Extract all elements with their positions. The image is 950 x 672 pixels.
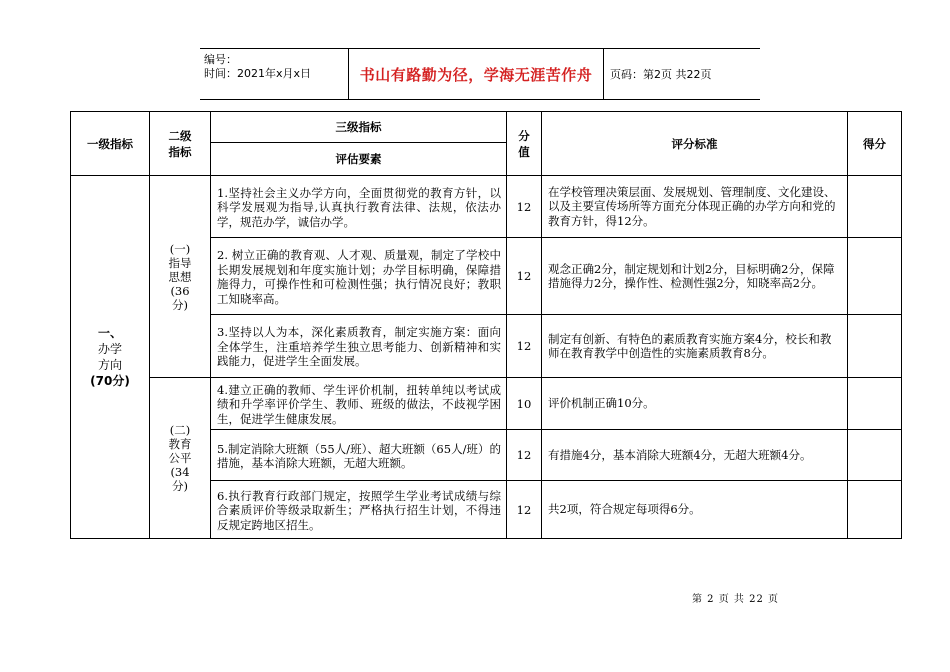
- row4-score: 10: [507, 378, 542, 430]
- group-equity-line5: 分): [172, 479, 188, 493]
- group-guiding-line3: 思想: [168, 269, 192, 284]
- header-score: [507, 112, 542, 176]
- row4-criteria: 评价机制正确10分。: [542, 378, 848, 430]
- row3-points: [848, 315, 902, 378]
- number-label: 编号：: [204, 53, 237, 66]
- level1-cell: [71, 176, 150, 539]
- header-criteria: 评分标准: [542, 112, 848, 176]
- group-guiding-line4: (36: [170, 283, 190, 298]
- group-guiding-line2: 指导: [168, 255, 192, 270]
- row2-element: 2. 树立正确的教育观、人才观、质量观，制定了学校中长期发展规划和年度实施计划；办学目标明确，保障措施得力，可操作性和可检测性强；执行情况良好；教职工知晓率高。: [211, 238, 507, 315]
- group-equity-line2: 教育: [168, 437, 192, 451]
- motto: 书山有路勤为径，学海无涯苦作舟: [348, 49, 604, 99]
- header-elements: 评估要素: [211, 143, 507, 176]
- header-level2-line2: 指标: [168, 144, 192, 159]
- row5-points: [848, 430, 902, 481]
- row1-criteria: 在学校管理决策层面、发展规划、管理制度、文化建设、以及主要宣传场所等方面充分体现正确的办学方向和党的教育方针，得12分。: [542, 176, 848, 238]
- row6-score: 12: [507, 481, 542, 539]
- row1-score: 12: [507, 176, 542, 238]
- group-guiding: [150, 176, 211, 378]
- row6-points: [848, 481, 902, 539]
- row2-criteria: 观念正确2分，制定规划和计划2分，目标明确2分，保障措施得力2分，操作性、检测性强2分，知晓率高2分。: [542, 238, 848, 315]
- page-info: 页码：第2页 共22页: [610, 68, 712, 81]
- header-level1: 一级指标: [71, 112, 150, 176]
- row5-score: 12: [507, 430, 542, 481]
- row1-points: [848, 176, 902, 238]
- row6-criteria: 共2项，符合规定每项得6分。: [542, 481, 848, 539]
- row4-element: 4.建立正确的教师、学生评价机制，扭转单纯以考试成绩和升学率评价学生、教师、班级的做法，不歧视学困生，促进学生健康发展。: [211, 378, 507, 430]
- row3-criteria: 制定有创新、有特色的素质教育实施方案4分，校长和教师在教育教学中创造性的实施素质教育8分。: [542, 315, 848, 378]
- row5-criteria: 有措施4分，基本消除大班额4分，无超大班额4分。: [542, 430, 848, 481]
- group-guiding-line5: 分): [172, 297, 188, 312]
- level1-line1: 办学: [97, 342, 122, 356]
- group-equity-line3: 公平: [168, 451, 192, 465]
- header-score-line2: 值: [518, 144, 530, 159]
- level1-num: 一、: [97, 326, 122, 340]
- page-footer: 第 2 页 共 22 页: [692, 594, 779, 605]
- group-equity: [150, 378, 211, 539]
- group-equity-line4: (34: [170, 465, 190, 479]
- header-points: 得分: [848, 112, 902, 176]
- row6-element: 6.执行教育行政部门规定，按照学生学业考试成绩与综合素质评价等级录取新生；严格执行招生计划，不得违反规定跨地区招生。: [211, 481, 507, 539]
- row5-element: 5.制定消除大班额（55人/班）、超大班额（65人/班）的措施，基本消除大班额，无超大班额。: [211, 430, 507, 481]
- evaluation-table: [70, 111, 902, 539]
- time-label: 时间：2021年x月x日: [204, 67, 312, 80]
- group-equity-line1: (二): [169, 423, 191, 437]
- row4-points: [848, 378, 902, 430]
- level1-total: (70分): [90, 374, 130, 388]
- row2-score: 12: [507, 238, 542, 315]
- row3-score: 12: [507, 315, 542, 378]
- group-guiding-line1: (一): [169, 241, 191, 256]
- level1-line2: 方向: [97, 358, 122, 372]
- page-header: [200, 48, 760, 100]
- row3-element: 3.坚持以人为本，深化素质教育，制定实施方案：面向全体学生，注重培养学生独立思考能力、创新精神和实践能力，促进学生全面发展。: [211, 315, 507, 378]
- row2-points: [848, 238, 902, 315]
- header-meta: [200, 49, 348, 99]
- header-score-line1: 分: [518, 128, 530, 143]
- row1-element: 1.坚持社会主义办学方向，全面贯彻党的教育方针，以科学发展观为指导,认真执行教育法律、法规，依法办学，规范办学，诚信办学。: [211, 176, 507, 238]
- header-level2-line1: 二级: [168, 128, 192, 143]
- header-level3: 三级指标: [211, 112, 507, 143]
- header-level2: [150, 112, 211, 176]
